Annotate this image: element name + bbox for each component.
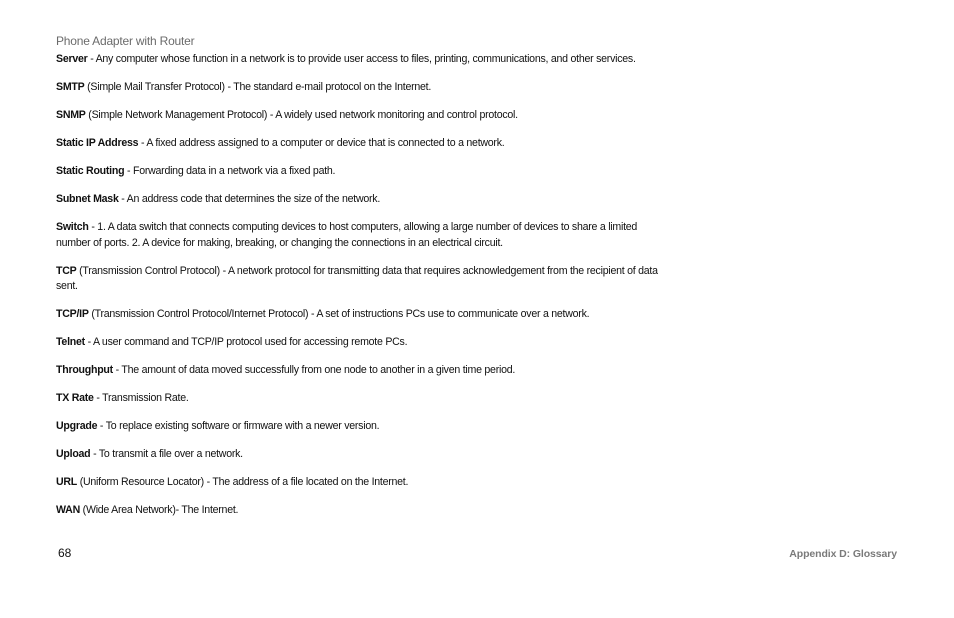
glossary-definition: (Transmission Control Protocol) - A network protocol for transmitting data that requires acknowledgement from the recipient of data sent.	[56, 264, 658, 292]
glossary-term: URL	[56, 476, 78, 488]
glossary-term: TX Rate	[56, 392, 94, 404]
glossary-entry-switch	[56, 220, 666, 251]
glossary-entry-smtp	[56, 80, 666, 96]
glossary-entry-static-ip	[56, 136, 666, 152]
glossary-definition: (Wide Area Network)- The Internet.	[79, 504, 239, 516]
glossary-entry-wan	[56, 503, 666, 519]
glossary-entry-tcp-ip	[56, 307, 666, 323]
glossary-definition: - To replace existing software or firmware with a newer version.	[97, 420, 380, 432]
running-header: Phone Adapter with Router	[56, 34, 195, 48]
glossary-term: Telnet	[56, 336, 85, 348]
glossary-entry-upgrade	[56, 419, 666, 435]
glossary-term: TCP	[56, 264, 77, 277]
glossary-entry-snmp	[56, 108, 666, 124]
glossary-entry-tx-rate	[56, 391, 666, 407]
glossary-definition: (Simple Mail Transfer Protocol) - The standard e-mail protocol on the Internet.	[84, 81, 432, 93]
glossary-term: Subnet Mask	[56, 193, 119, 205]
glossary-entry-subnet-mask	[56, 192, 666, 208]
glossary-term: SNMP	[56, 109, 86, 121]
glossary-term: SMTP	[56, 81, 85, 93]
glossary-definition: - To transmit a file over a network.	[90, 448, 243, 460]
glossary-term: TCP/IP	[56, 308, 89, 320]
glossary-term: Static Routing	[56, 165, 125, 177]
glossary-term: Server	[56, 53, 88, 65]
glossary-term: Static IP Address	[56, 137, 139, 149]
glossary-entry-tcp	[56, 264, 666, 295]
glossary-list	[56, 52, 666, 531]
glossary-term: Upload	[56, 448, 91, 460]
glossary-entry-server	[56, 52, 666, 68]
glossary-entry-url	[56, 475, 666, 491]
glossary-entry-upload	[56, 447, 666, 463]
glossary-term: Upgrade	[56, 420, 98, 432]
glossary-definition: - Forwarding data in a network via a fixed path.	[124, 165, 336, 177]
glossary-definition: - A fixed address assigned to a computer or device that is connected to a network.	[138, 137, 505, 149]
glossary-term: WAN	[56, 504, 80, 516]
glossary-definition: - 1. A data switch that connects computing devices to host computers, allowing a large number of devices to share a limited number of ports. 2. A device for making, breaking, or changing the connections in an electrical circuit.	[56, 221, 638, 249]
section-footer: Appendix D: Glossary	[789, 548, 897, 560]
glossary-definition: - Any computer whose function in a network is to provide user access to files, printing, communications, and other services.	[87, 53, 636, 65]
glossary-definition: (Uniform Resource Locator) - The address of a file located on the Internet.	[77, 476, 409, 488]
glossary-term: Throughput	[56, 364, 113, 376]
glossary-term: Switch	[56, 221, 89, 233]
glossary-definition: - The amount of data moved successfully from one node to another in a given time period.	[112, 364, 516, 376]
glossary-entry-static-routing	[56, 164, 666, 180]
glossary-definition: (Transmission Control Protocol/Internet Protocol) - A set of instructions PCs use to communicate over a network.	[88, 308, 590, 320]
glossary-entry-throughput	[56, 363, 666, 379]
glossary-definition: - An address code that determines the size of the network.	[118, 193, 381, 205]
glossary-definition: (Simple Network Management Protocol) - A widely used network monitoring and control protocol.	[85, 109, 518, 121]
glossary-definition: - Transmission Rate.	[93, 392, 189, 404]
page-number: 68	[58, 546, 72, 560]
glossary-entry-telnet	[56, 335, 666, 351]
glossary-definition: - A user command and TCP/IP protocol used for accessing remote PCs.	[84, 336, 408, 348]
